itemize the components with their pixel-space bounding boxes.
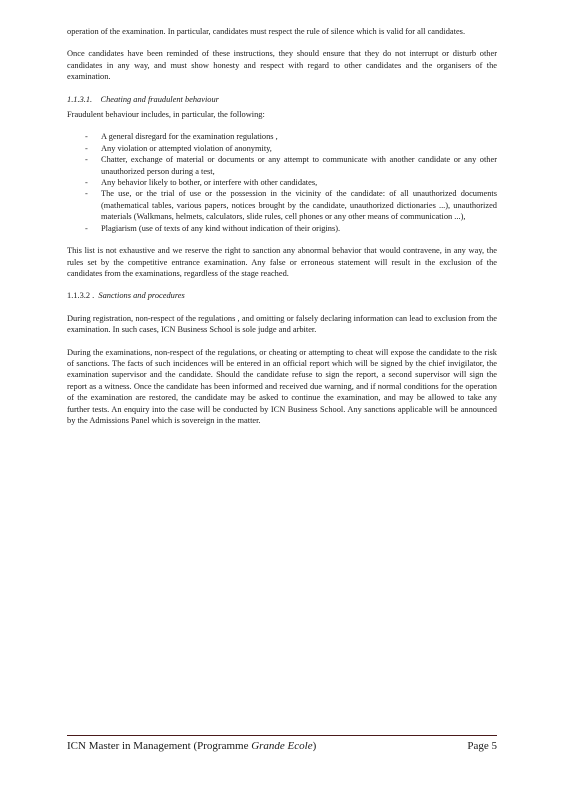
paragraph-list-not-exhaustive: This list is not exhaustive and we reserve the right to sanction any abnormal behavior that would contravene, in any way, the rules set by the competitive entrance examination. Any false or erroneous statement will result in the exclusion of the candidates from the examinations, regardless of the stage reached.: [67, 246, 497, 278]
section-number: 1.1.3.2 .: [67, 291, 95, 301]
section-heading-sanctions: [67, 290, 497, 301]
section-heading-cheating: [67, 94, 497, 105]
list-item: - A general disregard for the examination regulations ,: [85, 132, 278, 142]
footer-title: ICN Master in Management (Programme Grande Ecole): [67, 740, 317, 752]
section-title: Cheating and fraudulent behaviour: [100, 94, 219, 104]
list-item: - Plagiarism (use of texts of any kind without indication of their origins).: [85, 223, 341, 233]
list-item: - Any violation or attempted violation of anonymity,: [85, 143, 272, 153]
list-item: - Any behavior likely to bother, or interfere with other candidates,: [85, 178, 318, 188]
list-item: - The use, or the trial of use or the possession in the vicinity of the candidate: of all unauthorized documents (mathematical tables, various papers, notices brought by the candidate, unauthorized dictionaries ...), unauthorized materials (Walkmans, helmets, calculators, slide rules, cell phones or any other means of communication ...),: [85, 189, 497, 222]
document-body: [67, 26, 497, 426]
page-number: Page 5: [467, 740, 497, 752]
fraud-list: [67, 131, 497, 234]
list-item: - Chatter, exchange of material or documents or any attempt to communicate with another candidate or any other unauthorized person during a test,: [85, 155, 497, 176]
paragraph-instructions: Once candidates have been reminded of these instructions, they should ensure that they do not interrupt or disturb other candidates in any way, and must show honesty and respect with regard to other candidates and the organisers of the examination.: [67, 49, 497, 82]
section-number: 1.1.3.1.: [67, 94, 93, 104]
section-title: Sanctions and procedures: [98, 291, 185, 301]
paragraph-silence-rule: operation of the examination. In particular, candidates must respect the rule of silence which is valid for all candidates.: [67, 27, 466, 36]
paragraph-fraud-intro: Fraudulent behaviour includes, in particular, the following:: [67, 110, 265, 120]
paragraph-registration: During registration, non-respect of the regulations , and omitting or falsely declaring information can lead to exclusion from the examination. In such cases, ICN Business School is sole judge and arbiter.: [67, 313, 497, 335]
paragraph-examinations: During the examinations, non-respect of the regulations, or cheating or attempting to cheat will expose the candidate to the risk of sanctions. The facts of such incidences will be entered in an official report which will be signed by the chief invigilator, the examination supervisor and the candidate. Should the candidate refuse to sign the report, a second supervisor will sign the report as a witness. Once the candidate has been informed and received due warning, and if normal conditions for the operation of the examination are restored, the candidate may be asked to continue the examination, and may be allowed to take any further tests. An enquiry into the case will be conducted by ICN Business School. Any sanctions applicable will be announced by the Admissions Panel which is sovereign in the matter.: [67, 347, 497, 425]
footer-divider: [67, 735, 497, 736]
